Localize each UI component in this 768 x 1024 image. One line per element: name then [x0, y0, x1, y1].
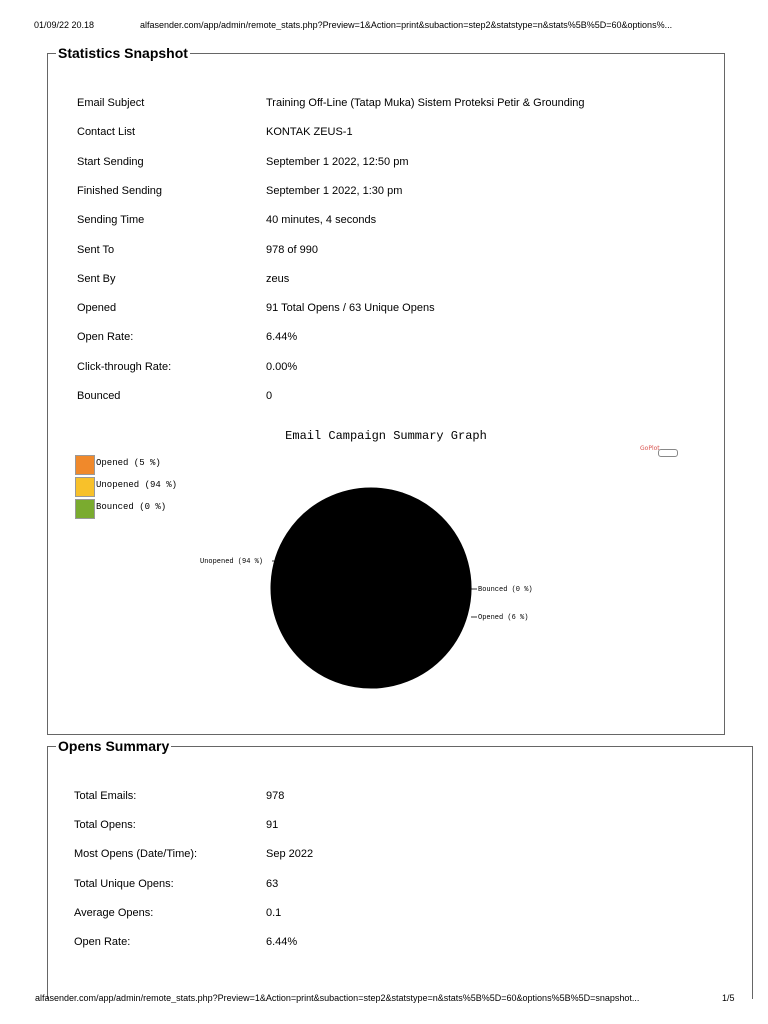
legend-label: Bounced (0 %): [96, 502, 167, 512]
pie-slice-label: Bounced (0 %): [478, 586, 533, 594]
opens-summary-label: Average Opens:: [74, 906, 154, 919]
opens-summary-label: Most Opens (Date/Time):: [74, 848, 198, 861]
snapshot-label: Bounced: [77, 390, 121, 402]
opens-summary-title: Opens Summary: [58, 738, 170, 754]
opens-summary-label: Total Opens:: [74, 819, 136, 832]
opens-summary-value: 978: [266, 790, 285, 802]
opens-summary-panel: [47, 738, 753, 999]
snapshot-value: 6.44%: [266, 331, 298, 344]
statistics-snapshot-panel: [47, 45, 725, 735]
snapshot-value: Training Off-Line (Tatap Muka) Sistem Proteksi Petir & Grounding: [266, 97, 585, 109]
opens-summary-value: 91: [266, 819, 279, 832]
print-footer-page-number: 1/5: [722, 993, 735, 1003]
snapshot-value: 0: [266, 390, 273, 402]
opens-summary-label: Total Unique Opens:: [74, 877, 174, 890]
snapshot-label: Sent To: [77, 243, 115, 256]
chart-logo-text: GoPlot: [640, 445, 660, 452]
pie-slice-label: Unopened (94 %): [200, 558, 264, 566]
statistics-snapshot-title: Statistics Snapshot: [58, 45, 188, 61]
snapshot-value: September 1 2022, 1:30 pm: [266, 184, 403, 197]
opens-summary-value: 0.1: [266, 906, 282, 919]
pie-chart: [48, 61, 724, 749]
print-header-datetime: 01/09/22 20.18: [34, 20, 95, 30]
snapshot-label: Click-through Rate:: [77, 360, 172, 373]
opens-summary-label: Total Emails:: [74, 790, 137, 802]
opens-summary-value: 6.44%: [266, 936, 298, 948]
snapshot-value: zeus: [266, 272, 290, 285]
snapshot-label: Open Rate:: [77, 331, 134, 344]
snapshot-value: 0.00%: [266, 360, 298, 373]
snapshot-label: Email Subject: [77, 97, 145, 109]
opens-summary-label: Open Rate:: [74, 936, 131, 948]
snapshot-value: September 1 2022, 12:50 pm: [266, 155, 409, 168]
opens-summary-value: 63: [266, 877, 279, 890]
snapshot-value: 91 Total Opens / 63 Unique Opens: [266, 302, 435, 315]
snapshot-label: Start Sending: [77, 155, 144, 168]
legend-label: Unopened (94 %): [96, 480, 178, 490]
snapshot-label: Finished Sending: [77, 184, 163, 197]
snapshot-label: Sending Time: [77, 214, 145, 227]
print-footer-url: alfasender.com/app/admin/remote_stats.php?Preview=1&Action=print&subaction=step2&statstype=n&stats%5B%5D=60&options%5B%5D=snapshot...: [35, 993, 640, 1003]
snapshot-label: Contact List: [77, 126, 136, 139]
print-header-url: alfasender.com/app/admin/remote_stats.php?Preview=1&Action=print&subaction=step2&statstype=n&stats%5B%5D=60&options%...: [140, 20, 673, 30]
snapshot-label: Opened: [77, 302, 117, 315]
opens-summary-value: Sep 2022: [266, 848, 314, 861]
snapshot-value: 40 minutes, 4 seconds: [266, 214, 377, 227]
snapshot-value: 978 of 990: [266, 243, 318, 256]
pie-slice-label: Opened (6 %): [478, 614, 529, 622]
chart-title: Email Campaign Summary Graph: [285, 429, 487, 443]
snapshot-label: Sent By: [77, 272, 116, 285]
snapshot-value: KONTAK ZEUS-1: [266, 126, 353, 139]
legend-label: Opened (5 %): [96, 458, 161, 468]
pie-slice-unopened: [271, 488, 471, 688]
